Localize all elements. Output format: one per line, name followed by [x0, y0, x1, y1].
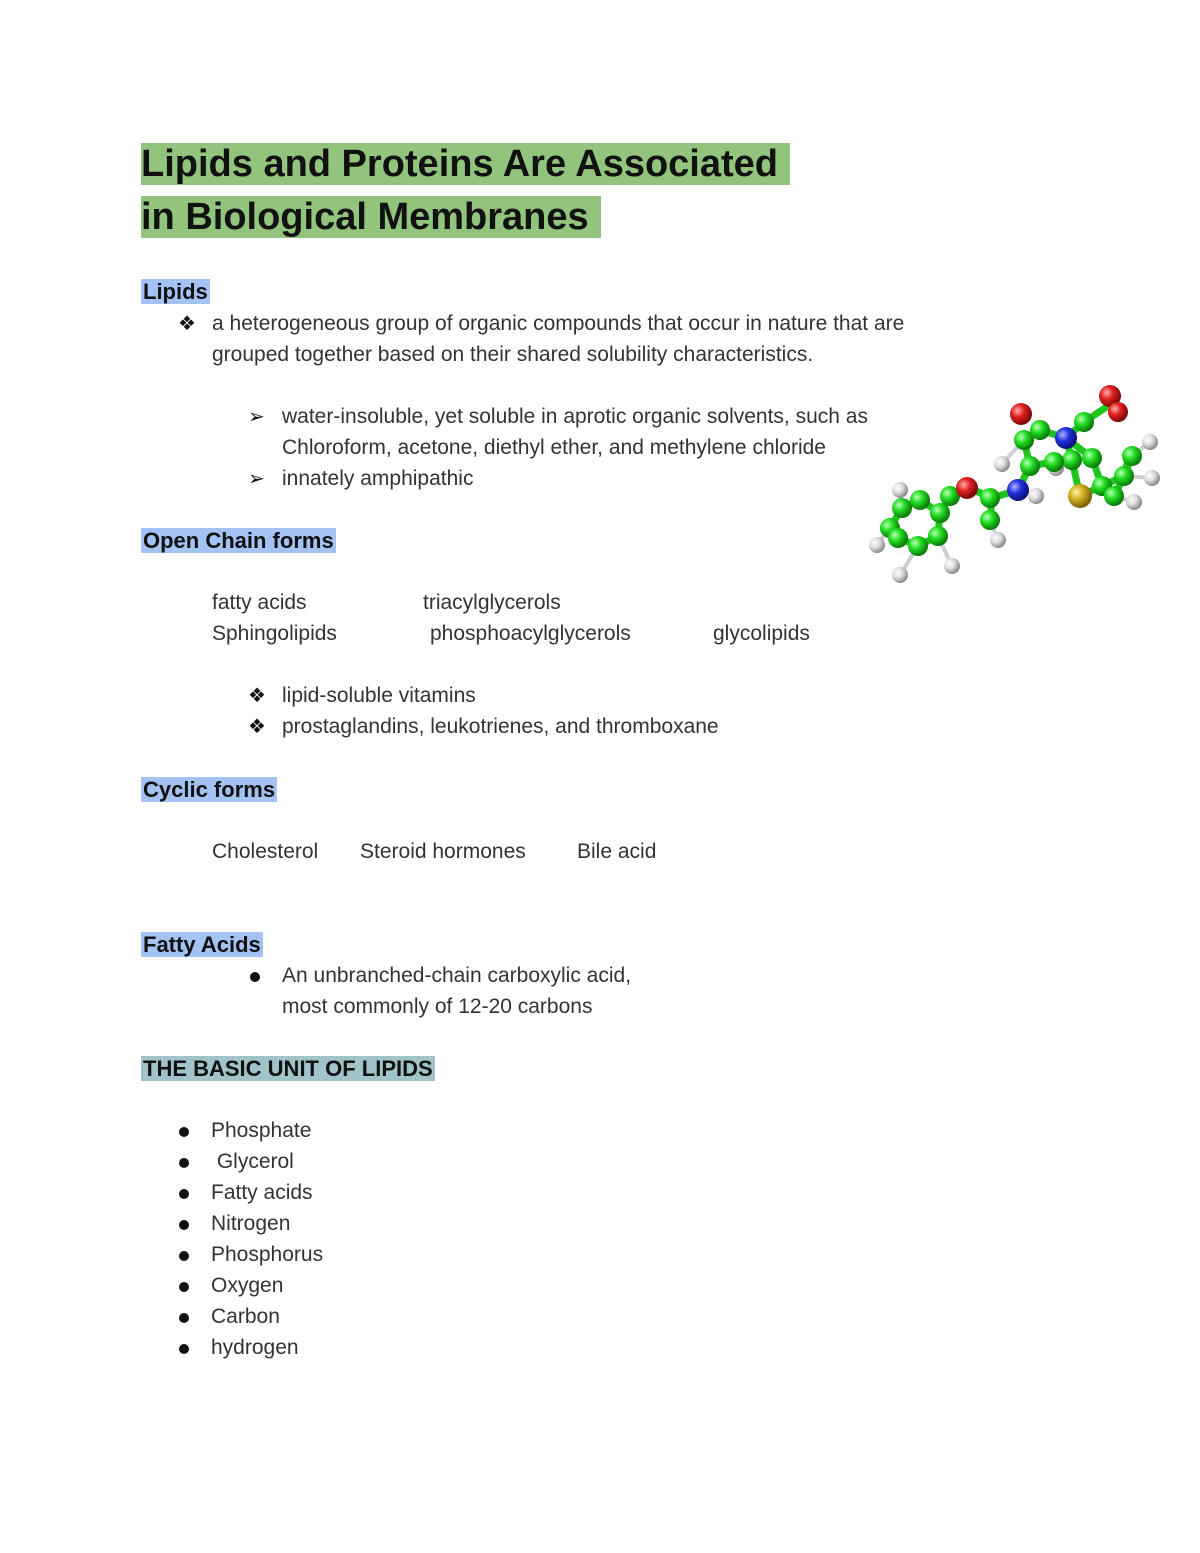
bullet-dot-icon [179, 1189, 189, 1199]
basic-unit-item: Carbon [211, 1305, 280, 1328]
page-title-line-1: Lipids and Proteins Are Associated [141, 140, 790, 188]
diamond-bullet-icon: ❖ [248, 685, 266, 707]
open-chain-item: triacylglycerols [423, 591, 561, 614]
basic-unit-item: Phosphate [211, 1119, 312, 1142]
diamond-bullet-icon: ❖ [178, 313, 196, 335]
basic-unit-item: Fatty acids [211, 1181, 313, 1204]
molecule-ball-and-stick-illustration [862, 378, 1167, 593]
bullet-dot-icon [179, 1127, 189, 1137]
basic-unit-item: Phosphorus [211, 1243, 324, 1266]
open-chain-item: fatty acids [212, 591, 307, 614]
lipids-definition-line-2: grouped together based on their shared solubility characteristics. [212, 343, 814, 366]
bullet-dot-icon [179, 1344, 189, 1354]
open-chain-heading: Open Chain forms [143, 528, 334, 553]
basic-unit-item: Oxygen [211, 1274, 284, 1297]
cyclic-item: Steroid hormones [360, 840, 526, 863]
cyclic-item: Bile acid [577, 840, 657, 863]
basic-unit-item: Glycerol [211, 1150, 294, 1173]
cyclic-forms-heading: Cyclic forms [143, 777, 276, 802]
lipids-definition-line-1: a heterogeneous group of organic compounds that occur in nature that are [212, 312, 905, 335]
open-chain-bullet-item: prostaglandins, leukotrienes, and thromboxane [282, 715, 719, 738]
open-chain-item: Sphingolipids [212, 622, 337, 645]
fatty-acids-definition-line-2: most commonly of 12-20 carbons [282, 995, 593, 1018]
diamond-bullet-icon: ❖ [248, 716, 266, 738]
property-item-continuation: Chloroform, acetone, diethyl ether, and methylene chloride [282, 436, 826, 459]
basic-unit-heading: THE BASIC UNIT OF LIPIDS [143, 1056, 433, 1081]
basic-unit-item: hydrogen [211, 1336, 299, 1359]
basic-unit-item: Nitrogen [211, 1212, 291, 1235]
lipids-heading: Lipids [143, 279, 208, 304]
bullet-dot-icon [250, 972, 260, 982]
property-item: innately amphipathic [282, 467, 474, 490]
arrow-bullet-icon: ➢ [248, 406, 265, 428]
bullet-dot-icon [179, 1313, 189, 1323]
fatty-acids-heading: Fatty Acids [143, 932, 261, 957]
bullet-dot-icon [179, 1220, 189, 1230]
bullet-dot-icon [179, 1158, 189, 1168]
open-chain-item: phosphoacylglycerols [430, 622, 631, 645]
open-chain-item: glycolipids [713, 622, 810, 645]
page-title-line-2: in Biological Membranes [141, 193, 601, 241]
arrow-bullet-icon: ➢ [248, 468, 265, 490]
bullet-dot-icon [179, 1251, 189, 1261]
property-item: water-insoluble, yet soluble in aprotic organic solvents, such as [282, 405, 868, 428]
molecule-bonds [890, 406, 1132, 546]
cyclic-item: Cholesterol [212, 840, 319, 863]
bullet-dot-icon [179, 1282, 189, 1292]
open-chain-bullet-item: lipid-soluble vitamins [282, 684, 476, 707]
fatty-acids-definition-line-1: An unbranched-chain carboxylic acid, [282, 964, 632, 987]
